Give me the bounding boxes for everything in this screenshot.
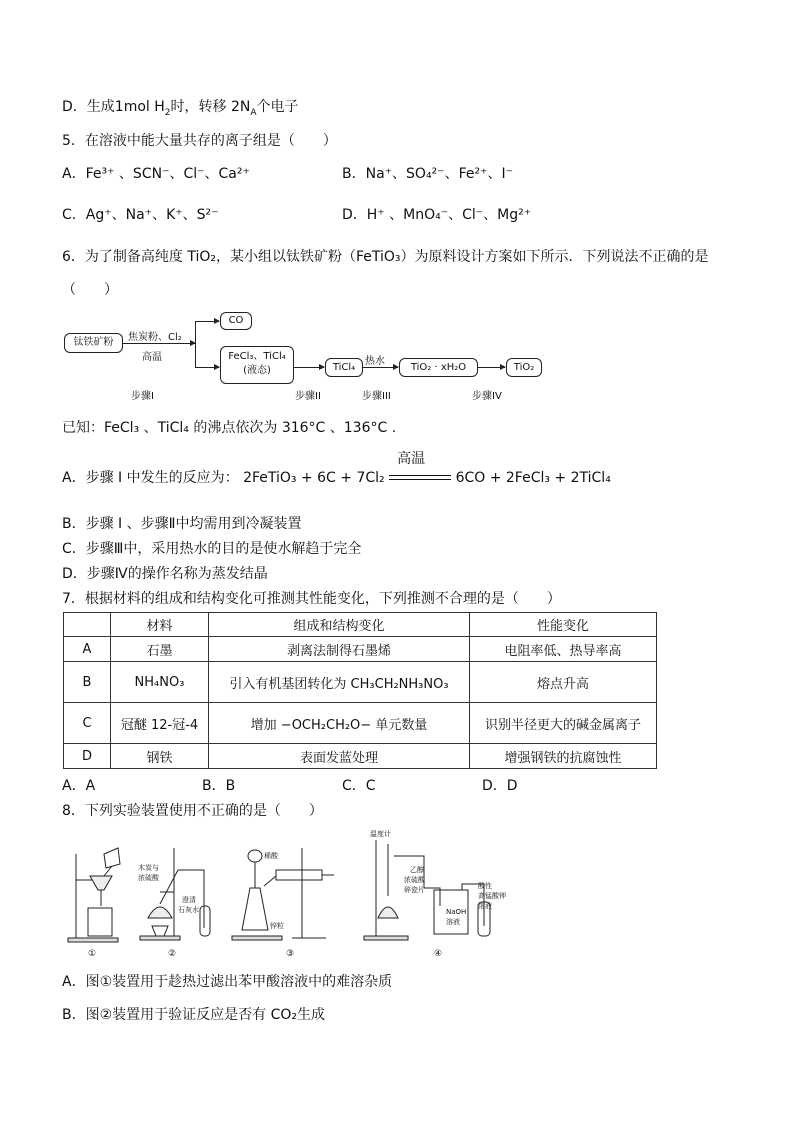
table-cell: 识别半径更大的碱金属离子 — [470, 703, 657, 744]
flow-branch-line — [195, 321, 196, 367]
q8-option-b[interactable]: B．图②装置用于验证反应是否有 CO₂生成 — [62, 1007, 326, 1023]
table-cell: 表面发蓝处理 — [209, 744, 470, 769]
q8-stem: 8．下列实验装置使用不正确的是（ ） — [62, 803, 323, 819]
flow-hot-water: 热水 — [365, 356, 385, 367]
label-4i: 溶液 — [478, 902, 492, 910]
q6-option-a[interactable] — [62, 451, 611, 488]
flow-step4: 步骤IV — [472, 391, 502, 402]
table-cell: 电阻率低、热导率高 — [470, 637, 657, 662]
label-2d: 石灰水 — [178, 906, 199, 914]
q8-option-a[interactable]: A．图①装置用于趁热过滤出苯甲酸溶液中的难溶杂质 — [62, 974, 393, 990]
q7-option-d[interactable]: D．D — [482, 778, 518, 794]
apparatus-1-filtration — [68, 848, 120, 942]
q5-option-a[interactable]: A．Fe³⁺ 、SCN⁻、Cl⁻、Ca²⁺ — [62, 166, 250, 182]
label-n2: ② — [168, 949, 177, 959]
q7-option-c[interactable]: C．C — [342, 778, 376, 794]
q8-apparatus-figure — [64, 826, 509, 962]
label-3b: 锌粒 — [270, 922, 284, 930]
table-cell: 熔点升高 — [470, 662, 657, 703]
q6-option-b[interactable]: B．步骤 I 、步骤Ⅱ中均需用到冷凝装置 — [62, 516, 302, 532]
table-cell: 石墨 — [111, 637, 209, 662]
label-4g: 酸性 — [478, 882, 492, 890]
apparatus-2-reaction — [140, 848, 210, 940]
label-2a: 木炭与 — [138, 864, 159, 872]
flow-co-box: CO — [220, 312, 252, 330]
q4-d-value: 1mol H — [114, 99, 165, 115]
label-4b: 乙醇 — [410, 866, 424, 874]
label-n1: ① — [88, 949, 97, 959]
q7-option-b[interactable]: B．B — [202, 778, 236, 794]
q5-stem: 5．在溶液中能大量共存的离子组是（ ） — [62, 133, 337, 149]
label-n4: ④ — [434, 949, 443, 959]
label-4e: NaOH — [446, 908, 467, 916]
flow-start-box: 钛铁矿粉 — [64, 333, 123, 353]
label-3a: 稀酸 — [264, 852, 278, 860]
q5-option-c[interactable]: C．Ag⁺、Na⁺、K⁺、S²⁻ — [62, 207, 219, 223]
q4-d-text: D．生成 — [62, 99, 115, 115]
table-header-cell: 性能变化 — [470, 613, 657, 637]
label-4c: 浓硫酸 — [404, 876, 425, 884]
flow-hydrate-box: TiO₂ · xH₂O — [399, 358, 478, 377]
label-2b: 浓硫酸 — [138, 874, 159, 882]
table-cell: 增强钢铁的抗腐蚀性 — [470, 744, 657, 769]
label-4d: 碎瓷片 — [404, 886, 425, 894]
q6-known: 已知：FeCl₃ 、TiCl₄ 的沸点依次为 316°C 、136°C . — [62, 420, 397, 436]
flow-mix-line1: FeCl₃、TiCl₄ — [228, 351, 286, 362]
flow-reagent: 焦炭粉、Cl₂ — [128, 332, 182, 343]
flow-condition: 高温 — [142, 352, 162, 363]
table-cell: D — [64, 744, 111, 769]
q7-option-a[interactable]: A．A — [62, 778, 96, 794]
q4-d-sub: 2 — [164, 107, 171, 118]
flow-arrow-2 — [294, 367, 324, 368]
q6-a-eq-condition: 高温 — [397, 451, 426, 467]
label-n3: ③ — [286, 949, 295, 959]
table-cell: B — [64, 662, 111, 703]
flow-step3: 步骤III — [362, 391, 391, 402]
label-4a: 温度计 — [370, 830, 391, 838]
q4-d-text3: 个电子 — [256, 99, 299, 115]
flow-arrow-co — [195, 321, 219, 322]
flow-step2: 步骤II — [295, 391, 321, 402]
q4-d-text2: 时，转移 2N — [170, 99, 251, 115]
flow-mix-box — [220, 346, 294, 384]
table-row — [64, 703, 657, 744]
table-cell: 引入有机基团转化为 CH₃CH₂NH₃NO₃ — [209, 662, 470, 703]
apparatus-4-ethylene — [364, 840, 490, 940]
q4-d-sub2: A — [250, 107, 257, 118]
q6-a-label: A．步骤 I 中发生的反应为： — [62, 470, 239, 486]
q6-a-eq-sign — [389, 451, 451, 485]
flow-step1: 步骤I — [131, 391, 154, 402]
table-header-cell: 组成和结构变化 — [209, 613, 470, 637]
q5-option-d[interactable]: D．H⁺ 、MnO₄⁻、Cl⁻、Mg²⁺ — [342, 207, 532, 223]
q7-stem: 7．根据材料的组成和结构变化可推测其性能变化，下列推测不合理的是（ ） — [62, 591, 561, 607]
table-header-cell — [64, 613, 111, 637]
label-2c: 澄清 — [182, 896, 196, 904]
table-cell: C — [64, 703, 111, 744]
q6-option-d[interactable]: D．步骤Ⅳ的操作名称为蒸发结晶 — [62, 566, 268, 582]
q8-apparatus-svg — [64, 826, 509, 962]
table-cell: A — [64, 637, 111, 662]
flow-arrow-4 — [478, 367, 505, 368]
q6-a-eq-left: 2FeTiO₃ + 6C + 7Cl₂ — [243, 470, 385, 486]
table-row — [64, 637, 657, 662]
q7-table — [63, 612, 657, 769]
q5-option-b[interactable]: B．Na⁺、SO₄²⁻、Fe²⁺、I⁻ — [342, 166, 513, 182]
q6-stem: 6．为了制备高纯度 TiO₂，某小组以钛铁矿粉（FeTiO₃）为原料设计方案如下所示．下列说法不正确的是 — [62, 249, 709, 265]
table-cell: 剥离法制得石墨烯 — [209, 637, 470, 662]
table-cell: 增加 −OCH₂CH₂O− 单元数量 — [209, 703, 470, 744]
q6-option-c[interactable]: C．步骤Ⅲ中，采用热水的目的是使水解趋于完全 — [62, 541, 362, 557]
flow-tio2-box: TiO₂ — [506, 358, 542, 377]
q6-a-eq-right: 6CO + 2FeCl₃ + 2TiCl₄ — [455, 470, 611, 486]
label-4h: 高锰酸钾 — [478, 892, 506, 900]
flow-mix-line2: (液态) — [243, 365, 271, 376]
table-cell: NH₄NO₃ — [111, 662, 209, 703]
table-cell: 冠醚 12-冠-4 — [111, 703, 209, 744]
flow-ticl4-box: TiCl₄ — [325, 358, 363, 377]
table-row — [64, 744, 657, 769]
table-row — [64, 662, 657, 703]
flow-arrow-mix — [195, 367, 219, 368]
table-header-row — [64, 613, 657, 637]
q4-option-d — [62, 97, 299, 117]
flow-arrow-1 — [123, 343, 195, 344]
table-cell: 钢铁 — [111, 744, 209, 769]
label-4f: 溶液 — [446, 918, 460, 926]
q6-paren: （ ） — [62, 282, 118, 298]
table-header-cell: 材料 — [111, 613, 209, 637]
flow-arrow-3 — [363, 367, 398, 368]
